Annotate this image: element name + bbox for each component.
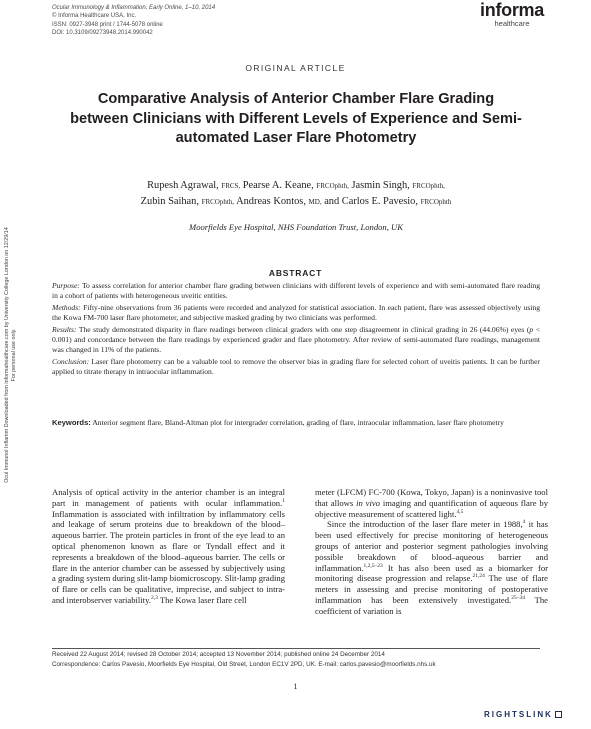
reference-link[interactable]: 4 — [522, 519, 526, 526]
abstract-purpose — [52, 281, 540, 300]
journal-line: Ocular Immunology & Inflammation, Early Online, 1–10, 2014 — [52, 5, 216, 11]
reference-link[interactable]: 2,3 — [150, 595, 158, 602]
download-watermark — [0, 190, 40, 520]
reference-link[interactable]: 21,24 — [472, 573, 485, 580]
keywords-text: Anterior segment flare, Bland-Altman plot for intergrader correlation, grading of flare, intraocular inflammation, laser flare photometry — [92, 418, 504, 427]
keywords — [52, 418, 540, 428]
keywords-label: Keywords: — [52, 418, 91, 427]
results-text: The study demonstrated disparity in flare readings between clinical graders with one step disagreement in clinical grading in 26 (44.06%) eyes ( — [78, 325, 530, 335]
rightslink-badge[interactable] — [484, 710, 562, 719]
body-text: Since the introduction of the laser flare meter in 1988, — [327, 519, 523, 530]
methods-label: Methods: — [52, 303, 81, 313]
author-degree: FRCS, — [221, 182, 241, 190]
reference-link[interactable]: 1,2,5–23 — [363, 562, 383, 569]
abstract-heading: ABSTRACT — [268, 268, 323, 278]
author-degree: FRCOphth, — [412, 182, 445, 190]
results-text-cont: < 0.001) and concordance between the flare readings by experienced grader and flare photometry. After review of semi-automated flare readings, management was changed in 11% of the patients. — [52, 325, 540, 354]
reference-link[interactable]: 4,5 — [456, 508, 464, 515]
abstract-methods — [52, 303, 540, 322]
body-paragraph — [315, 487, 548, 519]
body-text: The Kowa laser flare cell — [157, 594, 247, 605]
reference-link[interactable]: 1 — [282, 497, 285, 504]
abstract-conclusion — [52, 357, 540, 376]
author-degree: FRCOphth, — [201, 198, 235, 206]
author-name: Pearse A. Keane, — [242, 180, 314, 191]
article-title: Comparative Analysis of Anterior Chamber Flare Grading between Clinicians with Different Levels of Experience and Semi-automated Laser Flare Photometry — [70, 91, 522, 146]
received-dates: Received 22 August 2014; revised 28 October 2014; accepted 13 November 2014; published online 24 December 2014 — [52, 651, 385, 658]
copyright-line: © Informa Healthcare USA, Inc. — [52, 13, 137, 20]
body-text: Analysis of optical activity in the anterior chamber is an integral part in management of patients with ocular inflammation. — [52, 487, 285, 508]
author-name: Jasmin Singh, — [351, 180, 410, 191]
body-text: The coefficient of variation is — [315, 594, 548, 616]
abstract-results — [52, 325, 540, 354]
body-paragraph — [315, 519, 548, 616]
rightslink-label: RIGHTSLINK — [484, 710, 553, 719]
footnote-divider — [52, 648, 540, 649]
body-column-left — [52, 487, 285, 606]
body-text: it has been used effectively for precise monitoring of heterogeneous groups of anterior and posterior segment pathologies involving possible breakdown of blood–aqueous barrier and inflammation. — [315, 519, 549, 573]
purpose-text: To assess correlation for anterior chamber flare grading between clinicians with different levels of experience and with semi-automated flare reading in a cohort of patients with heterogeneous uveitic entities. — [52, 281, 540, 300]
article-type: ORIGINAL ARTICLE — [245, 63, 346, 73]
author-name: Andreas Kontos, — [236, 196, 306, 207]
body-text: It has also been used as a biomarker for monitoring disease progression and relapse. — [315, 562, 548, 584]
body-text: The use of flare meters in assessing and precise monitoring of postoperative inflammation has been extensively investigated. — [315, 573, 548, 605]
author-name: and Carlos E. Pavesio, — [324, 196, 418, 207]
rightslink-square-icon — [555, 711, 562, 718]
correspondence[interactable]: Correspondence: Carlos Pavesio, Moorfields Eye Hospital, Old Street, London EC1V 2PD, UK. E-mail: carlos.pavesio@moorfields.nhs.uk — [52, 661, 436, 668]
body-text: imaging and quantification of aqueous flare by objective measurement of scattered light. — [315, 497, 548, 519]
conclusion-label: Conclusion: — [52, 357, 90, 367]
author-name: Rupesh Agrawal, — [147, 180, 219, 191]
body-text-italic: in vivo — [356, 497, 380, 508]
conclusion-text: Laser flare photometry can be a valuable tool to remove the observer bias in grading flare for selected cohort of uveitis patients. It can be further applied to titrate therapy in intraocular inflammation. — [52, 357, 541, 376]
purpose-label: Purpose: — [52, 281, 80, 290]
body-text: meter (LFCM) FC-700 (Kowa, Tokyo, Japan) is a noninvasive tool that allows — [315, 487, 548, 508]
issn-line: ISSN: 0927-3948 print / 1744-5078 online — [52, 21, 163, 28]
body-column-right — [315, 487, 548, 617]
logo-sub: healthcare — [494, 19, 530, 28]
results-label: Results: — [52, 325, 77, 335]
p-value-symbol: p — [529, 325, 534, 335]
affiliation: Moorfields Eye Hospital, NHS Foundation Trust, London, UK — [189, 222, 403, 232]
author-name: Zubin Saihan, — [140, 196, 199, 207]
methods-text: Fifty-nine observations from 36 patients were recorded and analyzed for statistical association. In each patient, flare was assessed objectively using the Kowa FM-700 laser flare photometer, and subjective masked grading by two clinicians was performed. — [52, 303, 540, 322]
watermark-line-1: Ocul Immunol Inflamm Downloaded from informahealthcare.com by University College London on 12/29/14 — [4, 227, 10, 483]
journal-header — [52, 4, 215, 38]
body-text: Inflammation is associated with infiltration by inflammatory cells and leakage of serum proteins due to breakdown of the blood–aqueous barrier. The protein particles in front of the eye lead to an optical phenomenon known as flare or Tyndall effect and it represents a breakdown of the blood–aqueous barrier. The cells or flare in the anterior chamber can be assessed by subjectively using a grading system during slit-lamp biomicroscopy. Slit-lamp grading of flare or cells can be qualitative, imprecise, and subject to intra- and interobserver variability. — [52, 508, 285, 605]
author-degree: FRCOphth, — [316, 182, 349, 190]
watermark-line-2: For personal use only. — [11, 328, 17, 382]
abstract-body — [52, 281, 540, 379]
author-degree: FRCOphth — [420, 198, 452, 206]
page-number: 1 — [293, 682, 298, 691]
author-list — [70, 178, 522, 210]
publisher-logo — [470, 0, 554, 28]
logo-brand: informa — [480, 0, 544, 20]
reference-link[interactable]: 25–34 — [511, 595, 525, 602]
body-paragraph — [52, 487, 285, 606]
author-degree: MD, — [308, 198, 322, 206]
doi-line: DOI: 10.3109/09273948.2014.990042 — [52, 30, 153, 37]
